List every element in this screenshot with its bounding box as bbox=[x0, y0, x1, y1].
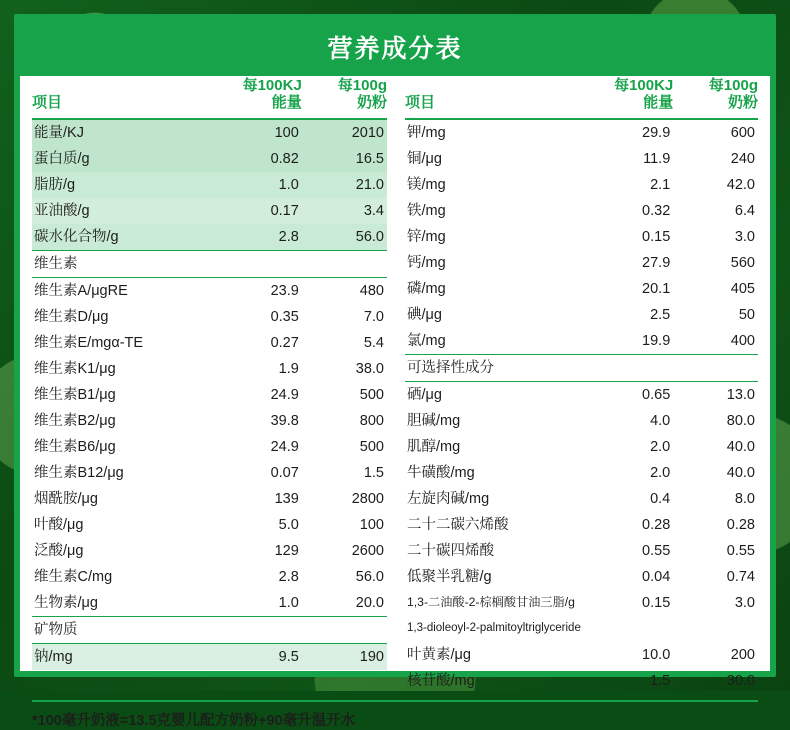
row-item-label: 蛋白质/g bbox=[32, 146, 217, 172]
row-value-per-100kj: 2.0 bbox=[650, 464, 671, 481]
table-row bbox=[405, 564, 758, 590]
row-value-per-100kj: 2.1 bbox=[650, 176, 671, 193]
row-item-label: 能量/KJ bbox=[32, 119, 217, 146]
header-per-100kj bbox=[589, 76, 674, 119]
row-value-per-100kj: 0.15 bbox=[642, 594, 671, 611]
row-value-per-100g: 0.28 bbox=[726, 516, 755, 533]
row-value-per-100g: 16.5 bbox=[302, 146, 387, 172]
row-value-per-100kj: 5.0 bbox=[278, 516, 299, 533]
footnote: *100毫升奶液=13.5克婴儿配方奶粉+90毫升温开水 bbox=[32, 700, 758, 730]
row-value-per-100g: 500 bbox=[359, 386, 384, 403]
row-value-per-100kj: 27.9 bbox=[642, 254, 671, 271]
table-row bbox=[32, 512, 387, 538]
header-per-100kj-line1: 每100KJ bbox=[614, 77, 674, 94]
page-title: 营养成分表 bbox=[20, 20, 770, 76]
row-value-per-100kj: 24.9 bbox=[270, 386, 299, 403]
table-row bbox=[32, 538, 387, 564]
row-value-per-100g: 500 bbox=[359, 438, 384, 455]
table-row bbox=[32, 382, 387, 408]
table-row bbox=[32, 460, 387, 486]
row-item-label: 泛酸/μg bbox=[34, 542, 84, 559]
row-value-per-100g: 190 bbox=[302, 643, 387, 670]
row-item-label: 硒/μg bbox=[407, 386, 442, 403]
row-value-per-100g: 400 bbox=[730, 332, 755, 349]
row-item-label: 脂肪/g bbox=[32, 172, 217, 198]
table-row bbox=[32, 277, 387, 304]
row-value-per-100g: 0.74 bbox=[726, 568, 755, 585]
header-per-100kj-line2: 能量 bbox=[271, 93, 302, 111]
row-value-per-100g: 800 bbox=[359, 412, 384, 429]
row-item-label: 碘/μg bbox=[407, 306, 442, 323]
header-per-100kj-line2: 能量 bbox=[643, 93, 674, 111]
row-item-label: 1,3-二油酸-2-棕榈酸甘油三脂/g bbox=[407, 594, 575, 609]
row-value-per-100g: 200 bbox=[730, 646, 755, 663]
table-row bbox=[32, 119, 387, 146]
header-per-100g-line2: 奶粉 bbox=[356, 93, 387, 111]
row-value-per-100kj: 1.0 bbox=[217, 172, 302, 198]
header-per-100g-line1: 每100g bbox=[708, 77, 758, 94]
row-value-per-100g: 80.0 bbox=[726, 412, 755, 429]
right-table-header bbox=[405, 76, 758, 119]
table-row bbox=[405, 642, 758, 668]
row-item-label: 铜/μg bbox=[407, 150, 442, 167]
row-item-label: 磷/mg bbox=[407, 280, 446, 297]
row-value-per-100kj: 0.17 bbox=[217, 198, 302, 224]
row-value-per-100g: 40.0 bbox=[726, 464, 755, 481]
row-value-per-100g: 56.0 bbox=[355, 568, 384, 585]
row-value-per-100g: 2800 bbox=[351, 490, 384, 507]
table-row bbox=[32, 330, 387, 356]
table-row bbox=[32, 250, 387, 277]
header-item: 项目 bbox=[405, 76, 589, 119]
table-row bbox=[405, 302, 758, 328]
table-row bbox=[32, 434, 387, 460]
row-value-per-100kj: 1.5 bbox=[650, 672, 671, 689]
row-value-per-100kj: 9.5 bbox=[217, 643, 302, 670]
row-value-per-100g bbox=[673, 354, 758, 381]
table-row bbox=[405, 460, 758, 486]
row-item-label: 烟酰胺/μg bbox=[34, 490, 98, 507]
row-item-label: 维生素C/mg bbox=[34, 568, 113, 585]
row-item-label: 镁/mg bbox=[407, 176, 446, 193]
row-value-per-100g bbox=[302, 250, 387, 277]
row-item-label: 维生素A/μgRE bbox=[34, 282, 128, 299]
right-column bbox=[395, 76, 758, 694]
row-item-label: 锌/mg bbox=[407, 228, 446, 245]
left-table bbox=[32, 76, 387, 670]
header-row bbox=[32, 76, 387, 119]
row-value-per-100kj: 19.9 bbox=[642, 332, 671, 349]
row-value-per-100kj: 4.0 bbox=[650, 412, 671, 429]
row-value-per-100kj bbox=[589, 616, 674, 642]
left-table-body bbox=[32, 119, 387, 670]
row-item-label: 钾/mg bbox=[407, 124, 446, 141]
row-item-label: 维生素E/mgα-TE bbox=[34, 334, 144, 351]
row-item-label: 牛磺酸/mg bbox=[407, 464, 475, 481]
right-table bbox=[405, 76, 758, 694]
header-per-100g-line2: 奶粉 bbox=[727, 93, 758, 111]
table-row bbox=[32, 198, 387, 224]
table-row bbox=[32, 486, 387, 512]
row-value-per-100g: 7.0 bbox=[363, 308, 384, 325]
row-item-label: 叶酸/μg bbox=[34, 516, 84, 533]
table-row bbox=[405, 119, 758, 146]
row-value-per-100g: 42.0 bbox=[726, 176, 755, 193]
row-item-label: 核苷酸/mg bbox=[407, 672, 475, 689]
row-value-per-100kj: 0.28 bbox=[642, 516, 671, 533]
row-item-label: 二十二碳六烯酸 bbox=[407, 516, 509, 533]
left-table-header bbox=[32, 76, 387, 119]
row-value-per-100kj: 139 bbox=[274, 490, 299, 507]
row-value-per-100kj: 0.65 bbox=[642, 386, 671, 403]
row-value-per-100g: 50 bbox=[738, 306, 755, 323]
row-value-per-100kj: 1.9 bbox=[278, 360, 299, 377]
table-row bbox=[405, 172, 758, 198]
row-item-label: 低聚半乳糖/g bbox=[407, 568, 492, 585]
table-row bbox=[405, 276, 758, 302]
row-value-per-100g: 405 bbox=[730, 280, 755, 297]
row-value-per-100kj: 39.8 bbox=[270, 412, 299, 429]
table-row bbox=[405, 250, 758, 276]
row-item-label: 二十碳四烯酸 bbox=[407, 542, 494, 559]
table-row bbox=[32, 616, 387, 643]
row-value-per-100g: 30.0 bbox=[726, 672, 755, 689]
row-value-per-100kj bbox=[217, 250, 302, 277]
row-item-label: 钙/mg bbox=[407, 254, 446, 271]
row-value-per-100kj: 0.04 bbox=[642, 568, 671, 585]
table-row bbox=[405, 538, 758, 564]
row-value-per-100kj: 0.4 bbox=[650, 490, 671, 507]
row-value-per-100kj: 11.9 bbox=[643, 150, 671, 167]
header-row bbox=[405, 76, 758, 119]
row-value-per-100kj: 24.9 bbox=[270, 438, 299, 455]
row-value-per-100kj: 0.27 bbox=[270, 334, 299, 351]
row-value-per-100kj: 129 bbox=[274, 542, 299, 559]
row-value-per-100g: 480 bbox=[359, 282, 384, 299]
row-value-per-100g: 100 bbox=[359, 516, 384, 533]
row-item-label: 肌醇/mg bbox=[407, 438, 461, 455]
header-per-100g bbox=[673, 76, 758, 119]
row-item-label: 维生素 bbox=[32, 250, 217, 277]
row-item-label: 维生素D/μg bbox=[34, 308, 109, 325]
row-value-per-100g: 3.4 bbox=[302, 198, 387, 224]
nutrition-facts-card bbox=[14, 14, 776, 729]
row-item-label: 可选择性成分 bbox=[405, 354, 589, 381]
row-value-per-100kj: 0.35 bbox=[270, 308, 299, 325]
table-row bbox=[32, 590, 387, 617]
table-row bbox=[32, 146, 387, 172]
row-value-per-100kj: 0.07 bbox=[270, 464, 299, 481]
header-per-100g bbox=[302, 76, 387, 119]
table-row bbox=[405, 590, 758, 616]
row-item-label: 维生素K1/μg bbox=[34, 360, 116, 377]
table-row bbox=[405, 381, 758, 408]
left-column bbox=[32, 76, 395, 694]
table-row bbox=[32, 643, 387, 670]
row-value-per-100g: 6.4 bbox=[734, 202, 755, 219]
row-value-per-100g: 560 bbox=[730, 254, 755, 271]
row-item-label: 维生素B1/μg bbox=[34, 386, 116, 403]
table-row bbox=[405, 224, 758, 250]
header-per-100kj-line1: 每100KJ bbox=[242, 77, 302, 94]
row-item-label: 亚油酸/g bbox=[32, 198, 217, 224]
row-value-per-100g: 2010 bbox=[302, 119, 387, 146]
row-value-per-100g: 8.0 bbox=[734, 490, 755, 507]
row-value-per-100g: 0.55 bbox=[726, 542, 755, 559]
row-item-label: 氯/mg bbox=[407, 332, 446, 349]
right-table-body bbox=[405, 119, 758, 694]
table-row bbox=[32, 564, 387, 590]
row-item-label: 维生素B6/μg bbox=[34, 438, 116, 455]
row-value-per-100kj: 2.0 bbox=[650, 438, 671, 455]
row-value-per-100g: 5.4 bbox=[363, 334, 384, 351]
row-value-per-100g: 600 bbox=[730, 124, 755, 141]
row-value-per-100g: 240 bbox=[730, 150, 755, 167]
table-row bbox=[32, 224, 387, 251]
row-value-per-100g bbox=[302, 616, 387, 643]
row-value-per-100g: 56.0 bbox=[302, 224, 387, 251]
row-item-label: 维生素B12/μg bbox=[34, 464, 124, 481]
table-row bbox=[405, 146, 758, 172]
row-value-per-100g bbox=[673, 616, 758, 642]
row-value-per-100kj: 0.82 bbox=[217, 146, 302, 172]
nutrition-columns bbox=[20, 76, 770, 694]
table-row bbox=[405, 668, 758, 694]
row-value-per-100g: 38.0 bbox=[355, 360, 384, 377]
row-value-per-100kj: 23.9 bbox=[270, 282, 299, 299]
table-row bbox=[405, 512, 758, 538]
table-row bbox=[405, 408, 758, 434]
row-value-per-100kj: 20.1 bbox=[642, 280, 671, 297]
row-item-label: 维生素B2/μg bbox=[34, 412, 116, 429]
table-row bbox=[405, 354, 758, 381]
row-value-per-100kj bbox=[217, 616, 302, 643]
row-value-per-100kj: 0.55 bbox=[642, 542, 671, 559]
row-value-per-100g: 1.5 bbox=[363, 464, 384, 481]
row-value-per-100kj bbox=[589, 354, 674, 381]
row-value-per-100g: 3.0 bbox=[734, 228, 755, 245]
header-item: 项目 bbox=[32, 76, 217, 119]
row-value-per-100g: 21.0 bbox=[302, 172, 387, 198]
table-row bbox=[32, 408, 387, 434]
header-per-100kj bbox=[217, 76, 302, 119]
row-value-per-100kj: 10.0 bbox=[642, 646, 671, 663]
row-value-per-100g: 20.0 bbox=[355, 594, 384, 611]
row-value-per-100kj: 2.5 bbox=[650, 306, 671, 323]
row-item-label: 碳水化合物/g bbox=[32, 224, 217, 251]
row-item-label: 矿物质 bbox=[32, 616, 217, 643]
row-value-per-100g: 40.0 bbox=[726, 438, 755, 455]
table-row bbox=[405, 198, 758, 224]
table-row bbox=[405, 434, 758, 460]
header-per-100g-line1: 每100g bbox=[337, 77, 387, 94]
row-item-label: 叶黄素/μg bbox=[407, 646, 471, 663]
row-value-per-100kj: 2.8 bbox=[217, 224, 302, 251]
table-row bbox=[32, 304, 387, 330]
table-row bbox=[405, 328, 758, 355]
row-item-label: 生物素/μg bbox=[34, 594, 98, 611]
row-value-per-100kj: 2.8 bbox=[278, 568, 299, 585]
table-row bbox=[405, 616, 758, 642]
table-row bbox=[405, 486, 758, 512]
table-row bbox=[32, 356, 387, 382]
row-item-label: 胆碱/mg bbox=[407, 412, 461, 429]
row-value-per-100kj: 29.9 bbox=[642, 124, 671, 141]
row-value-per-100g: 3.0 bbox=[734, 594, 755, 611]
row-value-per-100g: 2600 bbox=[351, 542, 384, 559]
row-item-label: 1,3-dioleoyl-2-palmitoyltriglyceride bbox=[407, 622, 581, 635]
table-row bbox=[32, 172, 387, 198]
row-item-label: 左旋肉碱/mg bbox=[407, 490, 490, 507]
row-value-per-100kj: 0.15 bbox=[642, 228, 671, 245]
row-item-label: 钠/mg bbox=[32, 643, 217, 670]
row-value-per-100kj: 0.32 bbox=[642, 202, 671, 219]
row-value-per-100kj: 1.0 bbox=[278, 594, 299, 611]
row-value-per-100kj: 100 bbox=[217, 119, 302, 146]
row-item-label: 铁/mg bbox=[407, 202, 446, 219]
row-value-per-100g: 13.0 bbox=[726, 386, 755, 403]
